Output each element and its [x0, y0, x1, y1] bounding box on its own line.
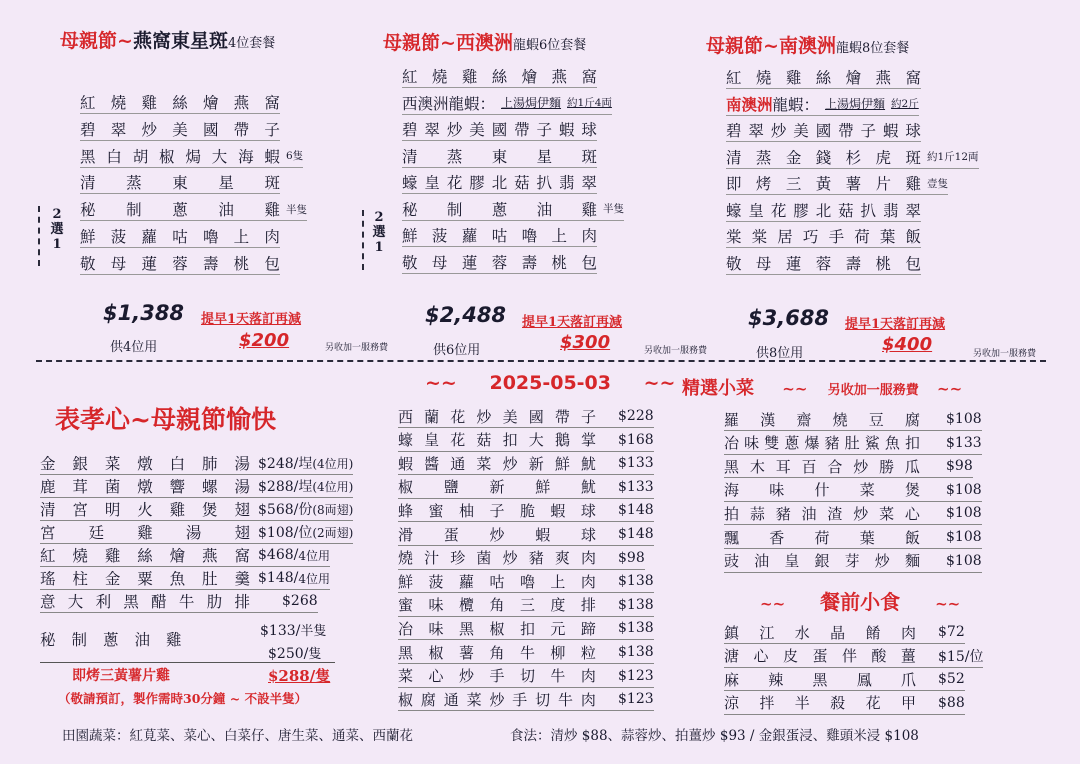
set-item [402, 118, 597, 141]
selected-tilde-right: ~~ [937, 380, 963, 398]
middle-item [398, 641, 654, 664]
set-item-note: 約1斤12両 [927, 151, 979, 163]
selected-item [724, 408, 982, 431]
selected-item-price: $108 [946, 411, 982, 427]
set-item-name: 蠔 皇 花 膠 北 菇 扒 翡 翠 [726, 201, 921, 220]
set2-title-dish: 西澳洲 [455, 32, 513, 54]
heart-item-price: $148/ [258, 570, 299, 586]
heart-item [40, 452, 353, 475]
set3-serves: 供8位用 [756, 346, 804, 361]
set-item-name: 紅 燒 雞 絲 燴 燕 窩 [726, 69, 921, 87]
middle-item-name: 菜 心 炒 手 切 牛 肉 [398, 667, 596, 686]
set2-serves: 供6位用 [433, 343, 481, 358]
set-item [80, 145, 303, 168]
roast-name: 即烤三黃薯片雞 [72, 668, 170, 684]
selected-item [724, 455, 973, 478]
chicken-whole-value: $250/ [268, 646, 309, 662]
appetizer-header [760, 586, 960, 615]
heart-title: 表孝心~母親節愉快 [55, 405, 276, 434]
appetizer-item-price: $15/位 [938, 648, 984, 665]
set3-title-suffix: 龍蝦8位套餐 [835, 41, 910, 56]
chicken-half-value: $133/ [260, 623, 301, 639]
set-item-note: 上湯焗伊麵 [501, 96, 562, 110]
date-header [425, 372, 675, 394]
selected-item-price: $108 [946, 552, 982, 569]
heart-item-price: $248/埕 [258, 456, 313, 472]
middle-item-price: $138 [618, 573, 654, 590]
set1-discount: $200 [239, 330, 290, 351]
selected-item-name: 飄 香 荷 葉 飯 [724, 528, 920, 547]
appetizer-item-name: 麻 辣 黑 鳳 爪 [724, 670, 916, 689]
middle-item-price: $138 [618, 596, 654, 613]
set-item-name: 棠 棠 居 巧 手 荷 葉 飯 [726, 228, 921, 246]
set2-early: 提早1天落訂再減 [522, 315, 623, 330]
heart-item-price: $568/份 [258, 502, 313, 518]
set-item [726, 199, 921, 222]
set-item-name: 秘 制 蔥 油 雞 [80, 201, 280, 220]
footer-methods: 食法：清炒 $88、蒜蓉炒、拍薑炒 $93 / 金銀蛋浸、雞頭米浸 $108 [510, 728, 919, 744]
chicken-whole-unit: 隻 [308, 647, 322, 662]
set-item [80, 118, 280, 141]
set1-serves: 供4位用 [110, 340, 158, 355]
date-text: 2025-05-03 [489, 372, 612, 394]
heart-item-note: (2両翅) [312, 525, 354, 540]
set-item [726, 119, 921, 142]
appetizer-item [724, 692, 965, 715]
set2-discount: $300 [560, 332, 611, 353]
heart-item [40, 498, 353, 521]
set3-title-sep: ~ [763, 35, 779, 57]
heart-item-name: 宮 廷 雞 湯 翅 [40, 524, 250, 542]
set-item [726, 225, 921, 248]
set1-early: 提早1天落訂再減 [201, 312, 302, 327]
chicken-name: 秘制蔥油雞 [40, 631, 198, 649]
selected-tilde-left: ~~ [782, 380, 808, 398]
middle-item-name: 蜜 味 欖 角 三 度 排 [398, 596, 596, 615]
middle-item-name: 椒 鹽 新 鮮 魷 [398, 478, 596, 497]
appetizer-item [724, 645, 983, 668]
set1-title-suffix: 4位套餐 [227, 36, 276, 51]
middle-item-name: 椒 腐 通 菜 炒 手 切 牛 肉 [398, 690, 596, 709]
heart-item-note: 4位用 [298, 571, 330, 586]
heart-item [40, 475, 353, 498]
set-item [402, 224, 597, 247]
set1-title-red: 母親節 [60, 30, 118, 52]
set3-service: 另收加一服務費 [973, 349, 1037, 359]
appetizer-title: 餐前小食 [820, 590, 901, 614]
heart-item-name: 金 銀 菜 燉 白 肺 湯 [40, 455, 250, 473]
set-item-name: 清 蒸 東 星 斑 [402, 147, 597, 166]
heart-item-price: $288/埕 [258, 479, 313, 495]
selected-title: 精選小菜 [682, 378, 754, 399]
set-item-name: 紅 燒 雞 絲 燴 燕 窩 [402, 68, 597, 86]
set-item [726, 93, 919, 116]
middle-item-price: $123 [618, 691, 654, 708]
heart-item-name: 意 大 利 黑 醋 牛 肋 排 [40, 593, 250, 611]
middle-item [398, 523, 654, 546]
selected-item-price: $98 [946, 458, 973, 475]
heart-item-note: (8両翅) [312, 502, 354, 517]
selected-item [724, 550, 982, 573]
set1-service: 另收加一服務費 [325, 343, 389, 353]
set-item-name: 清 蒸 東 星 斑 [80, 174, 280, 193]
selected-item-name: 羅 漢 齋 燒 豆 腐 [724, 410, 920, 429]
section-divider [36, 360, 1046, 362]
set3-title-red: 母親節 [706, 35, 764, 57]
appetizer-tilde-left: ~~ [760, 595, 786, 613]
set-item-name: 秘 制 蔥 油 雞 [402, 200, 597, 219]
middle-item [398, 665, 654, 688]
middle-item-name: 蠔 皇 花 菇 扣 大 鵝 掌 [398, 431, 596, 450]
selected-item-name: 海 味 什 菜 煲 [724, 481, 920, 500]
set-item [80, 252, 280, 275]
heart-item-name: 鹿 茸 菌 燉 響 螺 湯 [40, 478, 250, 496]
set2-choose-label [372, 210, 386, 255]
set-item-weight: 約2斤 [891, 98, 919, 110]
middle-item-name: 蝦 醬 通 菜 炒 新 鮮 魷 [398, 454, 596, 473]
set3-title-dish: 南澳洲 [778, 35, 836, 57]
set-item-red-name: 南澳洲 [726, 94, 773, 114]
middle-item [398, 547, 645, 570]
heart-item [40, 567, 330, 590]
middle-item-name: 冶 味 黑 椒 扣 元 蹄 [398, 619, 596, 638]
set-item-name: 紅 燒 雞 絲 燴 燕 窩 [80, 94, 280, 112]
set-item-name: 清 蒸 金 錢 杉 虎 斑 [726, 148, 921, 167]
chicken-half-unit: 半隻 [300, 624, 327, 639]
set-item [726, 146, 979, 169]
heart-item [40, 590, 318, 613]
selected-item [724, 502, 982, 525]
set-item [402, 145, 597, 168]
appetizer-item [724, 668, 965, 691]
heart-item-note: (4位用) [312, 479, 354, 494]
set-item-note: 上湯焗伊麵 [825, 97, 886, 111]
appetizer-item-name: 鎮 江 水 晶 餚 肉 [724, 623, 916, 642]
heart-item-name: 紅 燒 雞 絲 燴 燕 窩 [40, 547, 250, 565]
heart-item-note: 4位用 [298, 548, 330, 563]
selected-item-name: 黑 木 耳 百 合 炒 勝 瓜 [724, 457, 920, 476]
middle-item [398, 476, 654, 499]
middle-item-name: 鮮 菠 蘿 咕 嚕 上 肉 [398, 572, 596, 591]
heart-item-note: (4位用) [312, 456, 354, 471]
appetizer-item [724, 621, 965, 644]
middle-item-price: $138 [618, 620, 654, 637]
appetizer-tilde-right: ~~ [935, 595, 961, 613]
date-tilde-right: ~~ [643, 372, 676, 394]
set1-choose-2: 2 [52, 207, 62, 222]
middle-item-price: $168 [618, 431, 654, 448]
set-item-name: 碧 翠 炒 美 國 帶 子 蝦 球 [402, 121, 597, 139]
set-item [726, 172, 948, 195]
appetizer-item-price: $52 [938, 671, 965, 688]
set-item-name: 敬 母 蓮 蓉 壽 桃 包 [402, 253, 597, 272]
heart-item-name: 清 宮 明 火 雞 煲 翅 [40, 501, 250, 519]
set2-price: $2,488 [425, 303, 507, 327]
heart-item-price: $108/位 [258, 525, 313, 541]
middle-item [398, 617, 654, 640]
appetizer-item-name: 涼 拌 半 殺 花 甲 [724, 694, 916, 713]
set1-title-sep: ~ [117, 30, 133, 52]
set-item-note: 半隻 [286, 203, 307, 216]
set-item-name: 敬 母 蓮 蓉 壽 桃 包 [726, 254, 921, 273]
middle-item [398, 429, 654, 452]
heart-item [40, 521, 353, 544]
middle-item [398, 452, 654, 475]
set2-title-red: 母親節 [383, 32, 441, 54]
selected-header [682, 374, 962, 400]
middle-item-price: $123 [618, 667, 654, 684]
selected-item-price: $108 [946, 529, 982, 545]
selected-item-price: $108 [946, 505, 982, 522]
set2-title-sep: ~ [440, 32, 456, 54]
footer-veg: 田園蔬菜：紅莧菜、菜心、白菜仔、唐生菜、通菜、西蘭花 [62, 728, 413, 744]
set-item [726, 66, 921, 89]
roast-note: （敬請預訂，製作需時30分鐘 ~ 不設半隻） [58, 691, 308, 706]
set3-early: 提早1天落訂再減 [845, 317, 946, 332]
selected-item [724, 526, 982, 549]
selected-item [724, 432, 982, 455]
set1-title [60, 26, 275, 53]
set2-service: 另收加一服務費 [644, 346, 708, 356]
set3-price: $3,688 [748, 306, 830, 330]
set-item [402, 171, 597, 194]
selected-item-name: 冶 味 雙 蔥 爆 豬 肚 鯊 魚 扣 [724, 434, 920, 453]
set-item-name: 黑 白 胡 椒 焗 大 海 蝦 [80, 147, 280, 166]
set1-title-dish: 燕窩東星斑 [132, 30, 228, 52]
heart-item [40, 544, 330, 567]
selected-item [724, 479, 982, 502]
set-item-name: 碧 翠 炒 美 國 帶 子 蝦 球 [726, 122, 921, 140]
appetizer-item-price: $72 [938, 624, 965, 640]
set-item [80, 198, 307, 221]
set-item-name: 龍蝦： [772, 95, 820, 114]
set-item-name: 敬 母 蓮 蓉 壽 桃 包 [80, 254, 280, 273]
middle-item-name: 滑 蛋 炒 蝦 球 [398, 525, 596, 544]
set-item-note: 壹隻 [927, 177, 948, 190]
set-item [80, 171, 280, 194]
set-item-weight: 約1斤4両 [567, 97, 612, 109]
middle-item-price: $148 [618, 502, 654, 519]
heart-item-price: $468/ [258, 547, 299, 563]
date-tilde-left: ~~ [425, 372, 457, 394]
set1-choose-label [50, 207, 64, 252]
set-item-note: 6隻 [286, 150, 304, 163]
set-item [726, 252, 921, 275]
set2-choose-bracket [362, 210, 364, 270]
chicken-line [40, 662, 335, 663]
middle-item-name: 蜂 蜜 柚 子 脆 蝦 球 [398, 501, 596, 520]
set1-price: $1,388 [103, 301, 185, 325]
selected-service: 另收加一服務費 [827, 383, 919, 398]
set-item [402, 198, 624, 221]
appetizer-item-price: $88 [938, 694, 965, 711]
set-item-name: 即 烤 三 黃 薯 片 雞 [726, 175, 921, 193]
set3-discount: $400 [882, 334, 933, 355]
middle-item-name: 西 蘭 花 炒 美 國 帶 子 [398, 407, 596, 426]
middle-item-price: $228 [618, 408, 654, 424]
middle-item-price: $98 [618, 549, 645, 566]
set2-title-suffix: 龍蝦6位套餐 [512, 38, 587, 53]
set3-title [706, 31, 909, 58]
set-item [402, 65, 597, 88]
set2-choose-2: 2 [374, 210, 384, 225]
set1-choose-bracket [38, 206, 40, 266]
middle-item-name: 黑 椒 薯 角 牛 柳 粒 [398, 643, 596, 662]
heart-item-price: $268 [282, 593, 318, 609]
set2-choose-xuan: 選 [372, 225, 386, 240]
middle-item [398, 594, 654, 617]
set2-title [383, 28, 586, 55]
selected-item-price: $108 [946, 481, 982, 498]
roast-price: $288/隻 [268, 667, 331, 685]
set-item-name: 鮮 菠 蘿 咕 嚕 上 肉 [402, 227, 597, 245]
selected-item-price: $133 [946, 434, 982, 451]
middle-item-price: $138 [618, 644, 654, 660]
middle-item [398, 405, 654, 428]
middle-item-price: $148 [618, 526, 654, 542]
middle-item-price: $133 [618, 478, 654, 495]
set2-choose-1: 1 [374, 240, 384, 255]
set-item [402, 92, 612, 115]
set1-choose-1: 1 [52, 237, 62, 252]
set-item [402, 251, 597, 274]
selected-item-name: 豉 油 皇 銀 芽 炒 麵 [724, 552, 920, 571]
middle-item [398, 570, 654, 593]
chicken-whole-price [268, 643, 321, 662]
set-item-name: 碧 翠 炒 美 國 帶 子 [80, 120, 280, 139]
set1-choose-xuan: 選 [50, 222, 64, 237]
set-item-note: 半隻 [603, 203, 624, 215]
heart-item-name: 瑤 柱 金 粟 魚 肚 羹 [40, 570, 250, 588]
appetizer-item-name: 溏 心 皮 蛋 伴 酸 薑 [724, 647, 916, 666]
set-item-name: 西澳洲龍蝦： [402, 94, 496, 113]
set-item [80, 225, 280, 248]
set-item-name: 蠔 皇 花 膠 北 菇 扒 翡 翠 [402, 174, 597, 192]
middle-item [398, 688, 654, 711]
middle-item [398, 499, 654, 522]
set-item-name: 鮮 菠 蘿 咕 嚕 上 肉 [80, 228, 280, 246]
set-item [80, 91, 280, 114]
chicken-half-price [260, 620, 326, 639]
middle-item-name: 燒 汁 珍 菌 炒 豬 爽 肉 [398, 549, 596, 568]
selected-item-name: 拍 蒜 豬 油 渣 炒 菜 心 [724, 504, 920, 523]
middle-item-price: $133 [618, 455, 654, 472]
